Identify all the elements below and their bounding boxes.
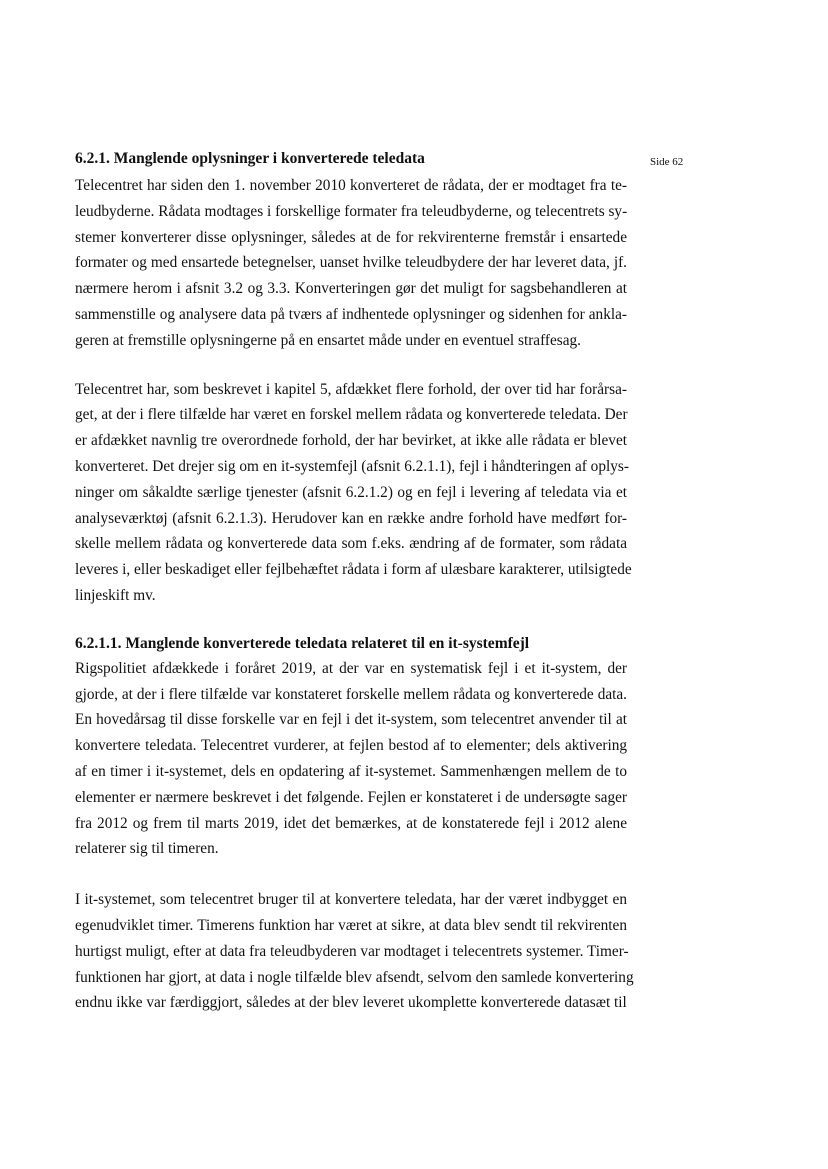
text-line: ninger om såkaldte særlige tjenester (afsnit 6.2.1.2) og en fejl i levering af teledata via et bbox=[75, 483, 627, 501]
text-line: er afdækket navnlig tre overordnede forhold, der har bevirket, at ikke alle rådata er blevet bbox=[75, 432, 627, 450]
text-line: endnu ikke var færdiggjort, således at der blev leveret ukomplette konverterede datasæt til bbox=[75, 994, 627, 1012]
text-line: En hovedårsag til disse forskelle var en fejl i det it-system, som telecentret anvender til at bbox=[75, 711, 627, 729]
text-line: leveres i, eller beskadiget eller fejlbehæftet rådata i form af ulæsbare karakterer, utilsigtede bbox=[75, 561, 632, 579]
text-line: skelle mellem rådata og konverterede data som f.eks. ændring af de formater, som rådata bbox=[75, 535, 627, 553]
text-line: nærmere herom i afsnit 3.2 og 3.3. Konverteringen gør det muligt for sagsbehandleren at bbox=[75, 280, 627, 298]
text-line: Telecentret har siden den 1. november 2010 konverteret de rådata, der er modtaget fra te- bbox=[75, 177, 627, 194]
text-line: gjorde, at der i flere tilfælde var konstateret forskelle mellem rådata og konverterede data. bbox=[75, 685, 627, 703]
text-line: relaterer sig til timeren. bbox=[75, 840, 219, 858]
text-line: egenudviklet timer. Timerens funktion har været at sikre, at data blev sendt til rekvirenten bbox=[75, 916, 627, 934]
text-line: linjeskift mv. bbox=[75, 586, 156, 604]
text-line: funktionen har gjort, at data i nogle tilfælde blev afsendt, selvom den samlede konvertering bbox=[75, 968, 634, 986]
text-line: Rigspolitiet afdækkede i foråret 2019, at der var en systematisk fejl i et it-system, der bbox=[75, 659, 627, 677]
text-line: leudbyderne. Rådata modtages i forskellige formater fra teleudbyderne, og telecentrets sy- bbox=[75, 202, 628, 220]
paragraph bbox=[75, 656, 627, 862]
text-line: konvertere teledata. Telecentret vurderer, at fejlen bestod af to elementer; dels aktivering bbox=[75, 737, 627, 755]
page-number: Side 62 bbox=[650, 156, 684, 168]
subsection-heading: 6.2.1.1. Manglende konverterede teledata relateret til en it-systemfejl bbox=[75, 634, 530, 652]
text-line: geren at fremstille oplysningerne på en ensartet måde under en eventuel straffesag. bbox=[75, 331, 582, 349]
text-line: hurtigst muligt, efter at data fra teleudbyderen var modtaget i telecentrets systemer. Timer- bbox=[75, 942, 629, 960]
text-line: Telecentret har, som beskrevet i kapitel 5, afdækket flere forhold, der over tid har forårsa- bbox=[75, 380, 627, 398]
document-body bbox=[75, 148, 634, 1016]
paragraph bbox=[75, 887, 634, 1016]
paragraph bbox=[75, 173, 627, 354]
text-line: sammenstille og analysere data på tværs af indhentede oplysninger og sidenhen for ankla- bbox=[75, 305, 627, 323]
text-line: af en timer i it-systemet, dels en opdatering af it-systemet. Sammenhængen mellem de to bbox=[75, 762, 627, 780]
text-line: I it-systemet, som telecentret bruger til at konvertere teledata, har der været indbygget en bbox=[75, 891, 627, 909]
text-line: get, at der i flere tilfælde har været en forskel mellem rådata og konverterede teledata. Der bbox=[75, 406, 628, 424]
text-line: formater og med ensartede betegnelser, uanset hvilke teleudbydere der har leveret data, jf. bbox=[75, 254, 627, 272]
paragraph bbox=[75, 377, 632, 609]
text-line: stemer konverterer disse oplysninger, således at de for rekvirenterne fremstår i ensartede bbox=[75, 228, 627, 246]
text-line: fra 2012 og frem til marts 2019, idet det bemærkes, at de konstaterede fejl i 2012 alene bbox=[75, 814, 627, 832]
section-heading: 6.2.1. Manglende oplysninger i konverterede teledata bbox=[75, 150, 425, 167]
text-line: konverteret. Det drejer sig om en it-systemfejl (afsnit 6.2.1.1), fejl i håndteringen af oplys- bbox=[75, 457, 629, 475]
text-line: elementer er nærmere beskrevet i det følgende. Fejlen er konstateret i de undersøgte sager bbox=[75, 788, 627, 806]
text-line: analyseværktøj (afsnit 6.2.1.3). Herudover kan en række andre forhold have medført for- bbox=[75, 509, 627, 527]
